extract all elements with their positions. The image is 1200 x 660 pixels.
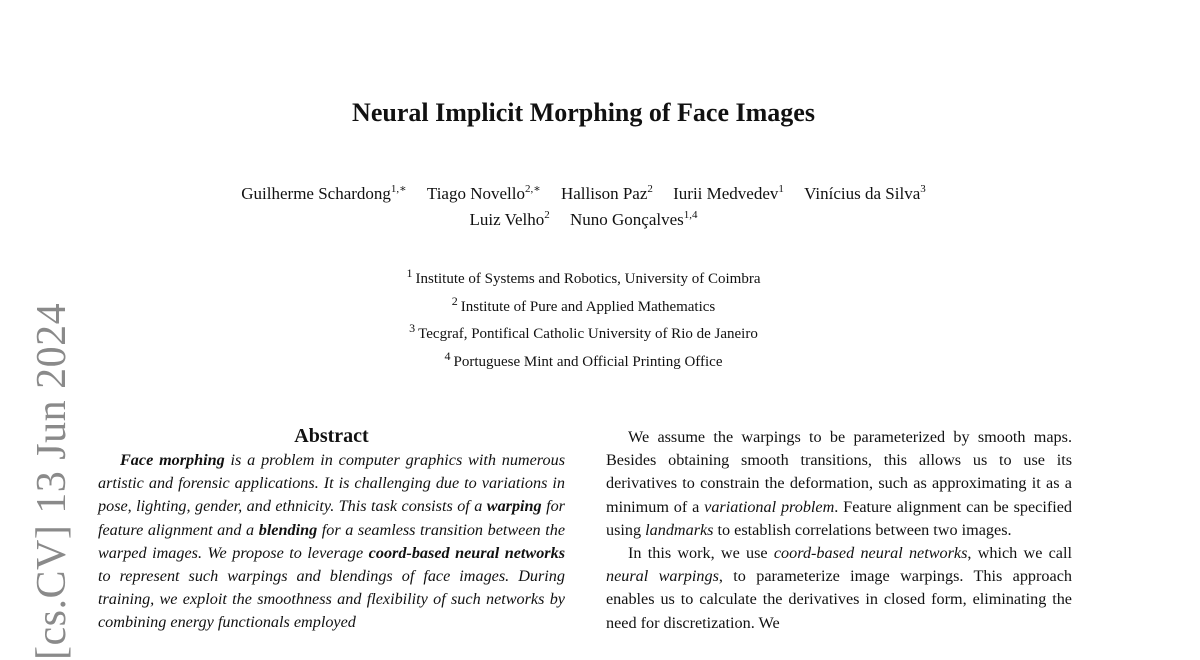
author: Guilherme Schardong$^{1,∗}$ <box>241 183 407 203</box>
affiliation: $^4$ Portuguese Mint and Official Printing Office <box>444 348 723 370</box>
arxiv-stamp-text: [cs.CV] 13 Jun 2024 <box>29 302 75 660</box>
paper-title: Neural Implicit Morphing of Face Images <box>352 98 815 127</box>
affiliation: $^3$ Tecgraf, Pontifical Catholic University of Rio de Janeiro <box>409 321 758 342</box>
body-paragraph: We assume the warpings to be parameterized by smooth maps. Besides obtaining smooth transitions, this allows us to use its derivatives to constrain the deformation, such as approximating it as a minimum of a variational problem. Feature alignment can be specified using landmarks to establish correlations between two images. <box>606 428 1072 539</box>
author: Luiz Velho$^2$ <box>469 209 550 229</box>
author: Nuno Gonçalves$^{1,4}$ <box>569 209 698 229</box>
intro-column <box>606 426 1072 635</box>
author: Tiago Novello$^{2,∗}$ <box>426 183 541 203</box>
author-list-row-1 <box>0 182 1167 204</box>
affiliation: $^2$ Institute of Pure and Applied Mathematics <box>451 293 716 315</box>
author: Iurii Medvedev$^1$ <box>673 183 784 203</box>
author: Vinícius da Silva$^3$ <box>804 183 926 203</box>
abstract-heading: Abstract <box>294 425 369 447</box>
affiliations <box>0 260 1167 370</box>
abstract-column <box>98 423 565 635</box>
author-list-row-2 <box>0 209 1167 230</box>
abstract-text: Face morphing is a problem in computer graphics with numerous artistic and forensic applications. It is challenging due to variations in pose, lighting, gender, and ethnicity. This task consists of a warping for feature alignment and a blending for a seamless transition between the warped images. We propose to leverage coord-based neural networks to represent such warpings and blendings of face images. During training, we exploit the smoothness and flexibility of such networks by combining energy functionals employed <box>98 451 566 632</box>
affiliation: $^1$ Institute of Systems and Robotics, University of Coimbra <box>406 266 761 287</box>
author: Hallison Paz$^2$ <box>560 183 653 203</box>
body-paragraph: In this work, we use coord-based neural networks, which we call neural warpings, to parameterize image warpings. This approach enables us to calculate the derivatives in closed form, eliminating the need for discretization. We <box>606 544 1072 632</box>
